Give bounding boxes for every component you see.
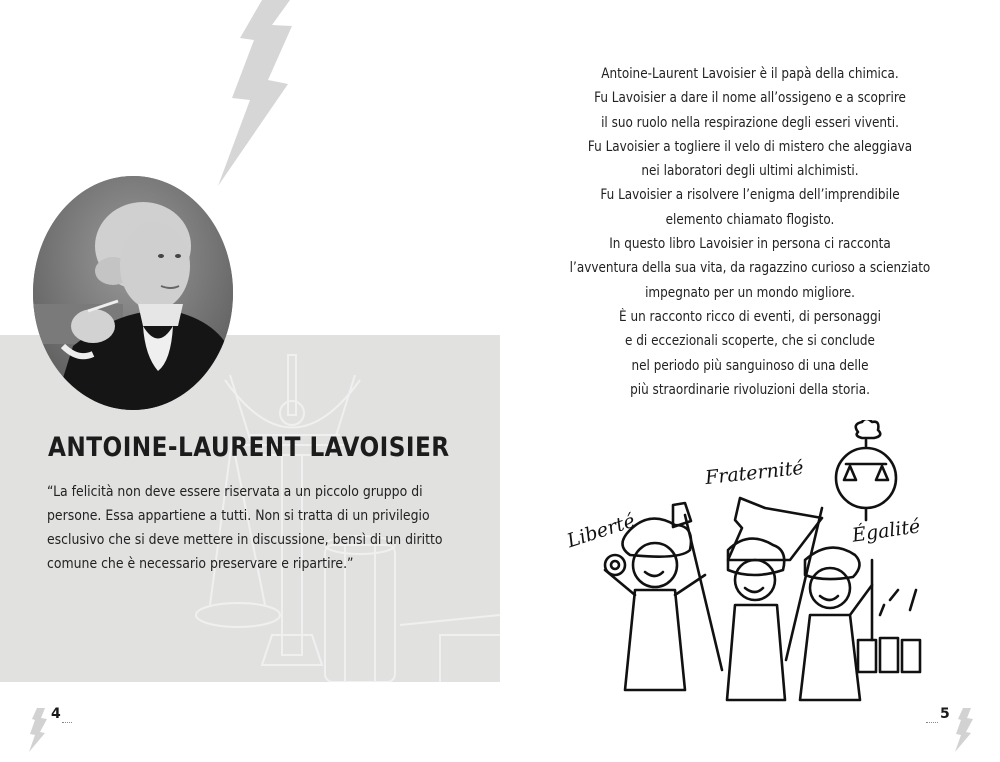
quote-line: esclusivo che si deve mettere in discussione, bensì di un diritto <box>47 532 443 548</box>
intro-line: nei laboratori degli ultimi alchimisti. <box>641 163 859 180</box>
page-title: ANTOINE-LAURENT LAVOISIER <box>48 432 450 463</box>
intro-line: Fu Lavoisier a togliere il velo di mistero che aleggiava <box>587 138 913 155</box>
lightning-bolt-icon <box>953 708 975 752</box>
intro-line: Fu Lavoisier a risolvere l’enigma dell’imprendibile <box>600 187 900 204</box>
page-number: 4 <box>51 706 61 722</box>
lavoisier-portrait <box>33 176 233 410</box>
liberte-label: Liberté <box>564 509 638 553</box>
intro-line: È un racconto ricco di eventi, di personaggi <box>619 308 881 325</box>
quote-line: “La felicità non deve essere riservata a un piccolo gruppo di <box>47 484 423 500</box>
intro-line: l’avventura della sua vita, da ragazzino curioso a scienziato <box>569 260 931 277</box>
intro-text <box>500 62 1000 402</box>
page-number: 5 <box>940 706 950 722</box>
quote-line: comune che è necessario preservare e ripartire.” <box>47 556 354 572</box>
intro-line: Antoine-Laurent Lavoisier è il papà della chimica. <box>601 66 899 82</box>
quote-line: persone. Essa appartiene a tutti. Non si tratta di un privilegio <box>47 508 430 524</box>
intro-line: il suo ruolo nella respirazione degli esseri viventi. <box>601 114 899 131</box>
intro-line: più straordinarie rivoluzioni della storia. <box>630 381 870 398</box>
intro-line: nel periodo più sanguinoso di una delle <box>631 357 869 374</box>
intro-line: e di eccezionali scoperte, che si conclude <box>625 333 875 350</box>
revolution-illustration <box>560 420 950 710</box>
lavoisier-quote <box>47 480 487 576</box>
lightning-bolt-icon <box>27 708 49 752</box>
intro-line: Fu Lavoisier a dare il nome all’ossigeno e a scoprire <box>594 90 906 107</box>
egalite-label: Égalité <box>850 515 922 547</box>
folio-dots <box>62 722 72 724</box>
intro-line: In questo libro Lavoisier in persona ci racconta <box>609 236 891 253</box>
intro-line: impegnato per un mondo migliore. <box>645 284 855 301</box>
lightning-bolt-icon <box>210 0 300 190</box>
intro-line: elemento chiamato flogisto. <box>665 211 835 228</box>
fraternite-label: Fraternité <box>704 456 805 490</box>
folio-dots <box>926 722 938 724</box>
